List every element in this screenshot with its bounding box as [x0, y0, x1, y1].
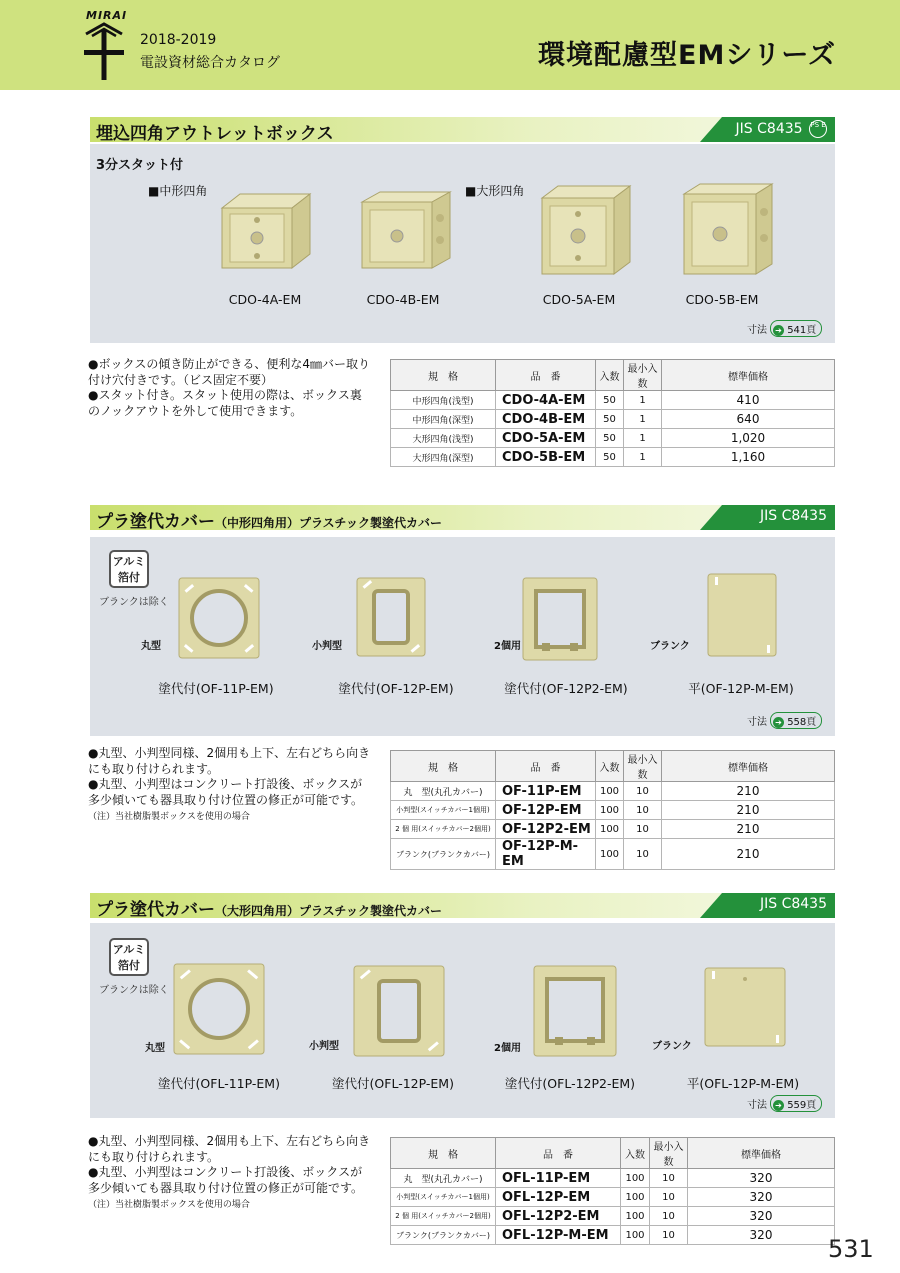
mirai-logo-icon — [82, 20, 126, 82]
dimension-ref[interactable]: 寸法 ➔ 558頁 — [747, 712, 822, 729]
round-cover-icon — [178, 577, 260, 659]
table-row: ブランク(ブランクカバー) OFL-12P-M-EM 100 10 320 — [391, 1226, 835, 1245]
blank-cover-icon — [707, 573, 777, 657]
arrow-right-icon: ➔ — [773, 1100, 784, 1111]
spec-table: 規 格 品 番 入数 最小入数 標準価格 中形四角(浅型) CDO-4A-EM 50 1 410 中形四角(深型) CDO-4B-EM 50 1 640 大形四角(浅型) CDO-5A-EM 50 1 1,020 大形四角(深型) CDO-5B-EM 50 1 1,160 — [390, 359, 835, 467]
group-label-medium: ■中形四角 — [148, 184, 208, 198]
bullet-item: ●丸型、小判型同様、2個用も上下、左右どちら向きにも取り付けられます。 — [88, 1134, 371, 1164]
arrow-right-icon: ➔ — [773, 325, 784, 336]
section-bar-cover-large — [90, 893, 835, 918]
oval-cover-icon — [356, 577, 426, 657]
jis-standard: JIS C8435 — [760, 508, 827, 524]
bullet-item: ●丸型、小判型はコンクリート打設後、ボックスが多少傾いても器具取り付け位置の修正が可能です。（注）当社樹脂製ボックスを使用の場合 — [88, 777, 364, 822]
product-caption: CDO-5A-EM — [542, 292, 616, 307]
table-row: 2 個 用(スイッチカバー2個用) OFL-12P2-EM 100 10 320 — [391, 1207, 835, 1226]
product-caption: 塗代付(OFL-11P-EM) — [158, 1076, 280, 1091]
catalog-name: 電設資材総合カタログ — [140, 55, 280, 71]
sub-heading: 3分スタット付 — [96, 158, 184, 173]
outlet-box-cdo4b-icon — [358, 188, 454, 272]
product-caption: CDO-4B-EM — [366, 292, 440, 307]
product-caption: CDO-4A-EM — [228, 292, 302, 307]
table-row: 大形四角(浅型) CDO-5A-EM 50 1 1,020 — [391, 429, 835, 448]
feature-bullets — [88, 1134, 373, 1214]
outlet-box-cdo5a-icon — [538, 182, 634, 278]
table-row: 丸 型(丸孔カバー) OFL-11P-EM 100 10 320 — [391, 1169, 835, 1188]
feature-bullets — [88, 746, 373, 826]
type-label: 2個用 — [494, 641, 521, 652]
product-panel-outlet-box — [90, 144, 835, 343]
table-row: ブランク(ブランクカバー) OF-12P-M-EM 100 10 210 — [391, 839, 835, 870]
product-caption: 平(OF-12P-M-EM) — [688, 681, 794, 696]
product-panel-cover-medium — [90, 537, 835, 736]
outlet-box-cdo4a-icon — [218, 188, 314, 272]
round-cover-icon — [173, 963, 265, 1055]
section-title: プラ塗代カバー（中形四角用）プラスチック製塗代カバー — [96, 512, 443, 532]
table-row: 大形四角(深型) CDO-5B-EM 50 1 1,160 — [391, 448, 835, 467]
alumi-foil-badge: アルミ 箔付 — [109, 938, 149, 976]
arrow-right-icon: ➔ — [773, 717, 784, 728]
type-label: ブランク — [650, 641, 690, 652]
product-caption: 塗代付(OFL-12P-EM) — [332, 1076, 454, 1091]
type-label: ブランク — [652, 1041, 692, 1052]
table-row: 中形四角(浅型) CDO-4A-EM 50 1 410 — [391, 391, 835, 410]
dimension-ref[interactable]: 寸法 ➔ 559頁 — [747, 1095, 822, 1112]
type-label: 丸型 — [145, 1043, 165, 1054]
dimension-ref[interactable]: 寸法 ➔ 541頁 — [747, 320, 822, 337]
product-caption: 塗代付(OF-12P-EM) — [338, 681, 454, 696]
jis-standard: JIS C8435 PS E — [735, 121, 826, 137]
bullet-item: ●ボックスの傾き防止ができる、便利な4㎜バー取り付け穴付きです。（ビス固定不要） — [88, 357, 370, 387]
section-bar-cover-medium — [90, 505, 835, 530]
product-caption: 塗代付(OF-12P2-EM) — [504, 681, 628, 696]
type-label: 丸型 — [141, 641, 161, 652]
bullet-item: ●丸型、小判型同様、2個用も上下、左右どちら向きにも取り付けられます。 — [88, 746, 371, 776]
bullet-item: ●丸型、小判型はコンクリート打設後、ボックスが多少傾いても器具取り付け位置の修正が可能です。（注）当社樹脂製ボックスを使用の場合 — [88, 1165, 364, 1210]
pse-mark-icon: PS E — [809, 120, 827, 138]
table-row: 小判型(スイッチカバー1個用) OFL-12P-EM 100 10 320 — [391, 1188, 835, 1207]
blank-cover-icon — [704, 967, 786, 1047]
feature-bullets — [88, 357, 373, 419]
type-label: 小判型 — [312, 641, 342, 652]
type-label: 2個用 — [494, 1043, 521, 1054]
product-caption: CDO-5B-EM — [685, 292, 759, 307]
table-row: 中形四角(深型) CDO-4B-EM 50 1 640 — [391, 410, 835, 429]
page-number: 531 — [828, 1235, 874, 1263]
catalog-year: 2018-2019 — [140, 32, 217, 48]
spec-table: 規 格 品 番 入数 最小入数 標準価格 丸 型(丸孔カバー) OFL-11P-EM 100 10 320 小判型(スイッチカバー1個用) OFL-12P-EM 100 10 320 2 個 用(スイッチカバー2個用) OFL-12P2-EM 100 10 320 ブランク(ブランクカバー) OFL-12P-M-EM 100 10 320 — [390, 1137, 835, 1245]
blank-note: ブランクは除く — [99, 597, 169, 608]
blank-note: ブランクは除く — [99, 985, 169, 996]
product-caption: 塗代付(OF-11P-EM) — [158, 681, 274, 696]
series-title: 環境配慮型EMシリーズ — [538, 40, 836, 71]
logo-text: MIRAI — [86, 9, 128, 22]
type-label: 小判型 — [309, 1041, 339, 1052]
section-bar-outlet-box — [90, 117, 835, 142]
section-title: プラ塗代カバー（大形四角用）プラスチック製塗代カバー — [96, 900, 443, 920]
table-row: 丸 型(丸孔カバー) OF-11P-EM 100 10 210 — [391, 782, 835, 801]
product-caption: 塗代付(OFL-12P2-EM) — [504, 1076, 636, 1091]
table-row: 小判型(スイッチカバー1個用) OF-12P-EM 100 10 210 — [391, 801, 835, 820]
spec-table: 規 格 品 番 入数 最小入数 標準価格 丸 型(丸孔カバー) OF-11P-EM 100 10 210 小判型(スイッチカバー1個用) OF-12P-EM 100 10 210 2 個 用(スイッチカバー2個用) OF-12P2-EM 100 10 210 ブランク(ブランクカバー) OF-12P-M-EM 100 10 210 — [390, 750, 835, 870]
table-row: 2 個 用(スイッチカバー2個用) OF-12P2-EM 100 10 210 — [391, 820, 835, 839]
double-cover-icon — [522, 577, 598, 661]
bullet-item: ●スタット付き。スタット使用の際は、ボックス裏のノックアウトを外して使用できます。 — [88, 388, 362, 418]
alumi-foil-badge: アルミ 箔付 — [109, 550, 149, 588]
section-title: 埋込四角アウトレットボックス — [96, 124, 334, 144]
product-caption: 平(OFL-12P-M-EM) — [686, 1076, 800, 1091]
group-label-large: ■大形四角 — [465, 184, 525, 198]
oval-cover-icon — [353, 965, 445, 1057]
jis-standard: JIS C8435 — [760, 896, 827, 912]
double-cover-icon — [533, 965, 617, 1057]
product-panel-cover-large — [90, 923, 835, 1118]
outlet-box-cdo5b-icon — [680, 182, 776, 278]
